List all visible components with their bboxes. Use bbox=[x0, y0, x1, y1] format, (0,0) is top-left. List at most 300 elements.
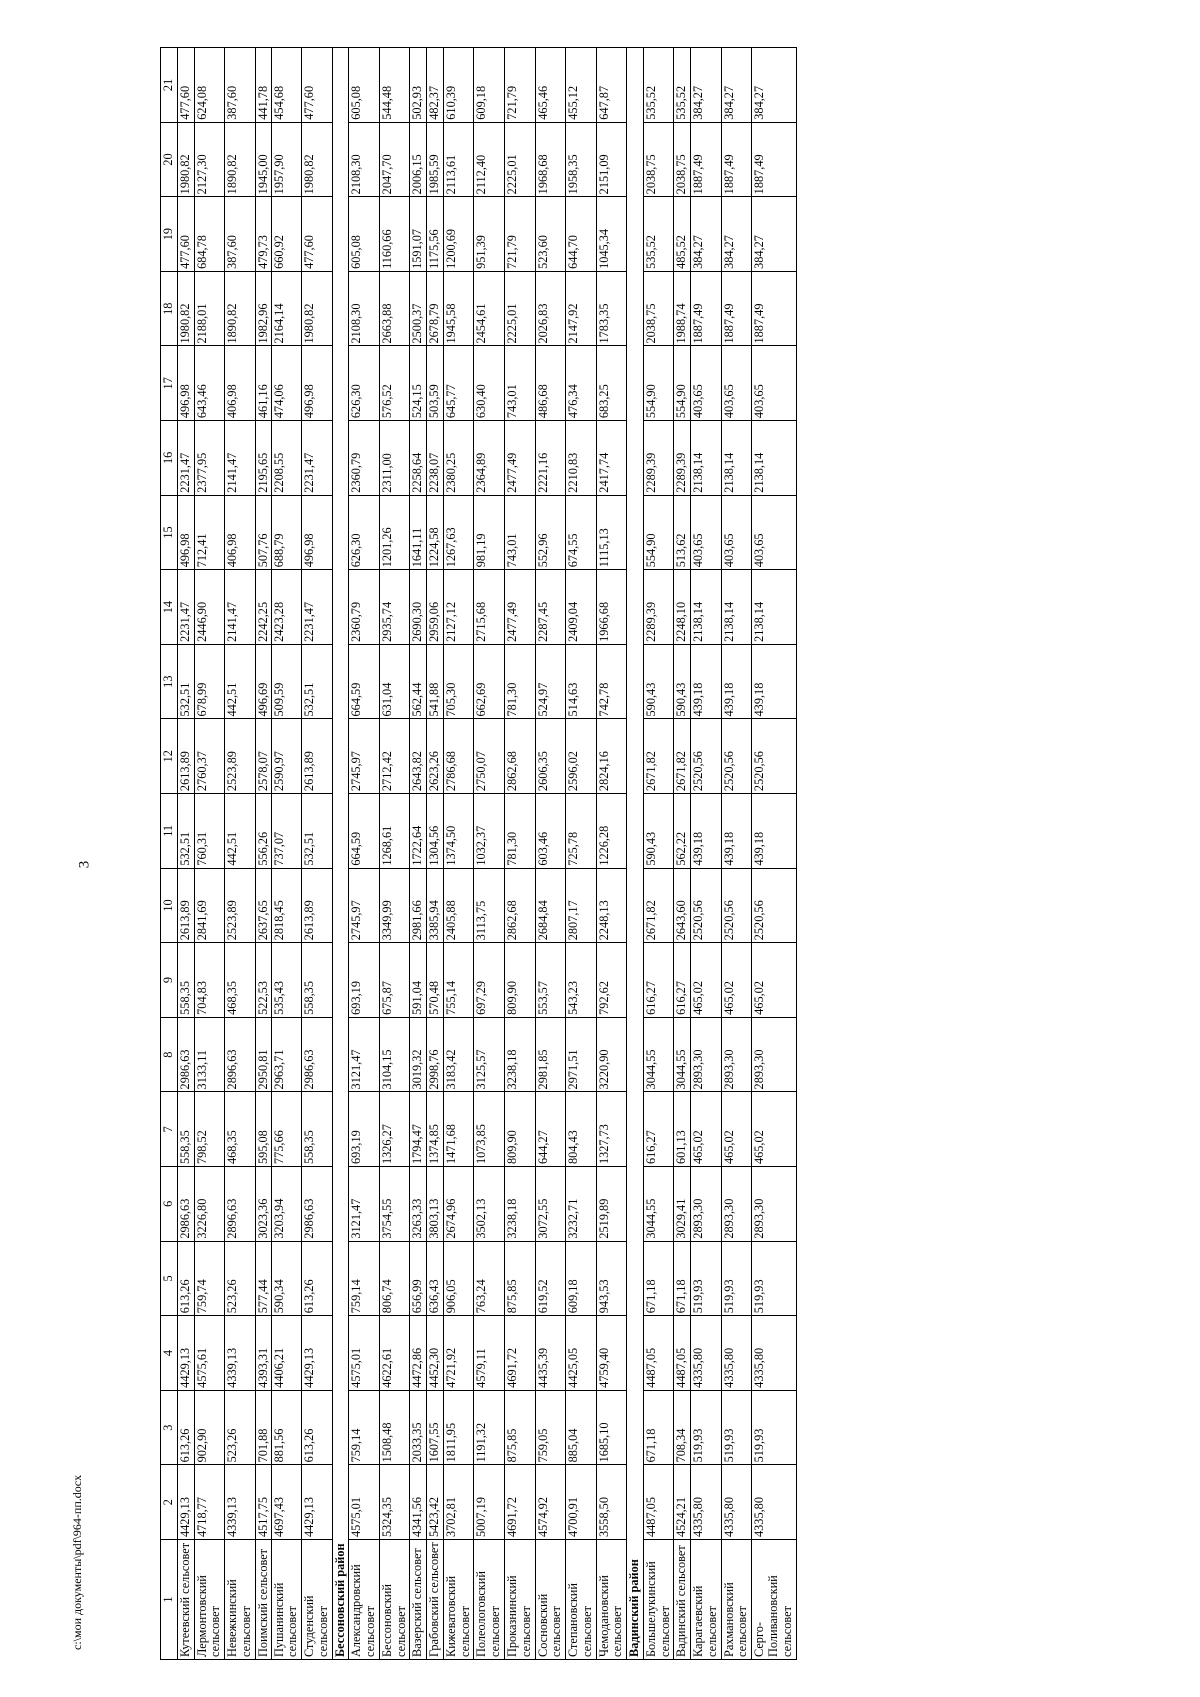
table-row bbox=[721, 48, 752, 1660]
table-cell: 384,27 bbox=[721, 197, 752, 272]
table-row bbox=[255, 48, 271, 1660]
table-cell: 2289,39 bbox=[643, 421, 674, 496]
table-cell: 2745,97 bbox=[349, 719, 380, 794]
table-cell: 2477,49 bbox=[504, 421, 535, 496]
table-cell: 1374,50 bbox=[443, 794, 474, 869]
table-cell: 2138,14 bbox=[691, 421, 722, 496]
table-cell: 688,79 bbox=[271, 495, 302, 570]
table-cell: 763,24 bbox=[474, 1241, 505, 1316]
table-row bbox=[535, 48, 566, 1660]
table-cell: 384,27 bbox=[752, 48, 796, 123]
table-cell: 647,87 bbox=[596, 48, 627, 123]
table-cell: 543,23 bbox=[566, 943, 597, 1018]
table-cell: 1958,35 bbox=[566, 122, 597, 197]
table-row bbox=[752, 48, 796, 1660]
table-cell: 2360,79 bbox=[349, 570, 380, 645]
table-cell: 2520,56 bbox=[752, 868, 796, 943]
table-cell: 558,35 bbox=[302, 943, 333, 1018]
row-name: Бессоновский сельсовет bbox=[379, 1540, 410, 1660]
table-cell: 3121,47 bbox=[349, 1017, 380, 1092]
rotated-table-container bbox=[160, 48, 1040, 1660]
table-cell: 792,62 bbox=[596, 943, 627, 1018]
table-cell: 2893,30 bbox=[721, 1167, 752, 1242]
table-cell: 4429,13 bbox=[177, 1316, 194, 1391]
table-row bbox=[302, 48, 333, 1660]
table-cell: 775,66 bbox=[271, 1092, 302, 1167]
table-cell: 626,30 bbox=[349, 495, 380, 570]
table-cell: 2127,12 bbox=[443, 570, 474, 645]
table-cell: 2242,25 bbox=[255, 570, 271, 645]
table-cell: 875,85 bbox=[504, 1241, 535, 1316]
table-cell: 5007,19 bbox=[474, 1465, 505, 1540]
table-cell: 524,97 bbox=[535, 644, 566, 719]
table-cell: 644,27 bbox=[535, 1092, 566, 1167]
table-cell: 2935,74 bbox=[379, 570, 410, 645]
table-cell: 1945,58 bbox=[443, 271, 474, 346]
table-cell: 2208,55 bbox=[271, 421, 302, 496]
table-cell: 4575,01 bbox=[349, 1316, 380, 1391]
table-cell: 2818,45 bbox=[271, 868, 302, 943]
table-cell: 2893,30 bbox=[752, 1017, 796, 1092]
table-cell: 2578,07 bbox=[255, 719, 271, 794]
table-cell: 2423,28 bbox=[271, 570, 302, 645]
table-cell: 674,55 bbox=[566, 495, 597, 570]
column-header: 1 bbox=[161, 1540, 178, 1660]
row-name: Поимский сельсовет bbox=[255, 1540, 271, 1660]
table-cell: 693,19 bbox=[349, 1092, 380, 1167]
table-cell: 2971,51 bbox=[566, 1017, 597, 1092]
table-cell: 1783,35 bbox=[596, 271, 627, 346]
table-cell: 1327,73 bbox=[596, 1092, 627, 1167]
table-cell: 2026,83 bbox=[535, 271, 566, 346]
section-title: Вадинский район bbox=[627, 1465, 644, 1660]
table-cell: 384,27 bbox=[721, 48, 752, 123]
table-cell: 1032,37 bbox=[474, 794, 505, 869]
table-cell: 523,26 bbox=[225, 1390, 256, 1465]
table-cell: 442,51 bbox=[225, 794, 256, 869]
table-cell: 605,08 bbox=[349, 48, 380, 123]
table-cell: 2311,00 bbox=[379, 421, 410, 496]
table-cell: 403,65 bbox=[721, 346, 752, 421]
table-cell: 759,05 bbox=[535, 1390, 566, 1465]
table-cell: 3044,55 bbox=[643, 1167, 674, 1242]
table-cell: 1811,95 bbox=[443, 1390, 474, 1465]
row-name: Невежкинский сельсовет bbox=[225, 1540, 256, 1660]
table-cell: 535,52 bbox=[643, 48, 674, 123]
table-cell: 2893,30 bbox=[691, 1017, 722, 1092]
table-cell: 496,98 bbox=[302, 346, 333, 421]
table-cell: 4487,05 bbox=[643, 1465, 674, 1540]
table-cell: 403,65 bbox=[721, 495, 752, 570]
column-header: 13 bbox=[161, 644, 178, 719]
column-header: 21 bbox=[161, 48, 178, 123]
section-row bbox=[332, 48, 349, 1660]
table-cell: 2221,16 bbox=[535, 421, 566, 496]
column-header: 10 bbox=[161, 868, 178, 943]
table-cell: 465,02 bbox=[691, 943, 722, 1018]
table-cell: 2959,06 bbox=[427, 570, 444, 645]
table-cell: 4622,61 bbox=[379, 1316, 410, 1391]
table-row bbox=[674, 48, 691, 1660]
table-cell: 519,93 bbox=[752, 1241, 796, 1316]
table-cell: 2112,40 bbox=[474, 122, 505, 197]
table-cell: 809,90 bbox=[504, 1092, 535, 1167]
table-cell: 442,51 bbox=[225, 644, 256, 719]
table-cell: 2248,10 bbox=[674, 570, 691, 645]
table-cell: 2405,88 bbox=[443, 868, 474, 943]
table-cell: 2127,30 bbox=[194, 122, 225, 197]
table-cell: 943,53 bbox=[596, 1241, 627, 1316]
table-cell: 630,40 bbox=[474, 346, 505, 421]
table-cell: 1160,66 bbox=[379, 197, 410, 272]
table-cell: 1045,34 bbox=[596, 197, 627, 272]
table-cell: 671,18 bbox=[674, 1241, 691, 1316]
table-cell: 2986,63 bbox=[177, 1167, 194, 1242]
table-cell: 3183,42 bbox=[443, 1017, 474, 1092]
table-cell: 4435,39 bbox=[535, 1316, 566, 1391]
table-cell: 2231,47 bbox=[302, 421, 333, 496]
table-cell: 519,93 bbox=[691, 1390, 722, 1465]
table-cell: 2138,14 bbox=[752, 570, 796, 645]
table-cell: 514,63 bbox=[566, 644, 597, 719]
table-cell: 2047,70 bbox=[379, 122, 410, 197]
table-cell: 2138,14 bbox=[721, 421, 752, 496]
table-cell: 522,53 bbox=[255, 943, 271, 1018]
table-cell: 2824,16 bbox=[596, 719, 627, 794]
table-cell: 645,77 bbox=[443, 346, 474, 421]
table-cell: 2750,07 bbox=[474, 719, 505, 794]
table-cell: 509,59 bbox=[271, 644, 302, 719]
table-cell: 507,76 bbox=[255, 495, 271, 570]
table-cell: 678,99 bbox=[194, 644, 225, 719]
row-name: Степановский сельсовет bbox=[566, 1540, 597, 1660]
table-cell: 2623,26 bbox=[427, 719, 444, 794]
table-cell: 2613,89 bbox=[302, 868, 333, 943]
table-cell: 759,74 bbox=[194, 1241, 225, 1316]
table-cell: 2862,68 bbox=[504, 868, 535, 943]
column-header: 15 bbox=[161, 495, 178, 570]
table-cell: 2038,75 bbox=[643, 122, 674, 197]
table-cell: 2745,97 bbox=[349, 868, 380, 943]
table-cell: 2477,49 bbox=[504, 570, 535, 645]
table-cell: 570,48 bbox=[427, 943, 444, 1018]
table-cell: 2520,56 bbox=[691, 868, 722, 943]
table-cell: 4691,72 bbox=[504, 1465, 535, 1540]
table-cell: 2188,01 bbox=[194, 271, 225, 346]
table-cell: 455,12 bbox=[566, 48, 597, 123]
table-cell: 2613,89 bbox=[177, 719, 194, 794]
table-cell: 721,79 bbox=[504, 48, 535, 123]
table-cell: 3019,32 bbox=[410, 1017, 427, 1092]
table-cell: 1304,56 bbox=[427, 794, 444, 869]
table-cell: 2613,89 bbox=[177, 868, 194, 943]
table-cell: 2248,13 bbox=[596, 868, 627, 943]
table-cell: 5324,35 bbox=[379, 1465, 410, 1540]
table-cell: 3803,13 bbox=[427, 1167, 444, 1242]
table-cell: 439,18 bbox=[752, 644, 796, 719]
table-cell: 885,04 bbox=[566, 1390, 597, 1465]
table-cell: 610,39 bbox=[443, 48, 474, 123]
table-cell: 1945,00 bbox=[255, 122, 271, 197]
table-cell: 4425,05 bbox=[566, 1316, 597, 1391]
table-row bbox=[194, 48, 225, 1660]
table-cell: 519,93 bbox=[721, 1241, 752, 1316]
table-cell: 590,43 bbox=[643, 794, 674, 869]
table-cell: 2210,83 bbox=[566, 421, 597, 496]
table-cell: 3104,15 bbox=[379, 1017, 410, 1092]
column-header: 17 bbox=[161, 346, 178, 421]
table-cell: 4759,40 bbox=[596, 1316, 627, 1391]
tariff-table bbox=[160, 47, 797, 1660]
table-cell: 479,73 bbox=[255, 197, 271, 272]
table-cell: 1591,07 bbox=[410, 197, 427, 272]
row-name: Полеологовский сельсовет bbox=[474, 1540, 505, 1660]
table-cell: 2231,47 bbox=[177, 570, 194, 645]
table-cell: 541,88 bbox=[427, 644, 444, 719]
table-cell: 626,30 bbox=[349, 346, 380, 421]
table-cell: 577,44 bbox=[255, 1241, 271, 1316]
table-cell: 3023,36 bbox=[255, 1167, 271, 1242]
table-cell: 3238,18 bbox=[504, 1017, 535, 1092]
table-cell: 482,37 bbox=[427, 48, 444, 123]
table-cell: 3113,75 bbox=[474, 868, 505, 943]
table-cell: 2519,89 bbox=[596, 1167, 627, 1242]
page-number: 3 bbox=[76, 860, 93, 869]
column-header: 19 bbox=[161, 197, 178, 272]
table-cell: 2678,79 bbox=[427, 271, 444, 346]
table-cell: 4718,77 bbox=[194, 1465, 225, 1540]
table-cell: 1641,11 bbox=[410, 495, 427, 570]
table-cell: 605,08 bbox=[349, 197, 380, 272]
table-row bbox=[410, 48, 427, 1660]
table-cell: 1471,68 bbox=[443, 1092, 474, 1167]
row-name: Сосновский сельсовет bbox=[535, 1540, 566, 1660]
table-cell: 721,79 bbox=[504, 197, 535, 272]
table-cell: 643,46 bbox=[194, 346, 225, 421]
table-cell: 1267,63 bbox=[443, 495, 474, 570]
table-cell: 1374,85 bbox=[427, 1092, 444, 1167]
table-cell: 2520,56 bbox=[691, 719, 722, 794]
table-cell: 2141,47 bbox=[225, 421, 256, 496]
table-cell: 503,59 bbox=[427, 346, 444, 421]
table-cell: 384,27 bbox=[691, 48, 722, 123]
table-cell: 2671,82 bbox=[643, 719, 674, 794]
table-cell: 1508,48 bbox=[379, 1390, 410, 1465]
table-cell: 502,93 bbox=[410, 48, 427, 123]
table-cell: 4452,30 bbox=[427, 1316, 444, 1391]
table-cell: 1200,69 bbox=[443, 197, 474, 272]
table-cell: 609,18 bbox=[566, 1241, 597, 1316]
table-cell: 461,16 bbox=[255, 346, 271, 421]
table-cell: 496,69 bbox=[255, 644, 271, 719]
table-cell: 809,90 bbox=[504, 943, 535, 1018]
column-header: 18 bbox=[161, 271, 178, 346]
table-cell: 2108,30 bbox=[349, 122, 380, 197]
table-cell: 591,04 bbox=[410, 943, 427, 1018]
table-cell: 2113,61 bbox=[443, 122, 474, 197]
table-row bbox=[349, 48, 380, 1660]
table-cell: 2289,39 bbox=[643, 570, 674, 645]
table-cell: 2238,07 bbox=[427, 421, 444, 496]
table-cell: 951,39 bbox=[474, 197, 505, 272]
table-cell: 1982,96 bbox=[255, 271, 271, 346]
footer-file-path: c:\мои документы\pdf\964-пп.docx bbox=[70, 1474, 84, 1650]
table-cell: 2038,75 bbox=[643, 271, 674, 346]
table-cell: 387,60 bbox=[225, 48, 256, 123]
table-row bbox=[379, 48, 410, 1660]
table-cell: 2231,47 bbox=[177, 421, 194, 496]
table-cell: 2807,17 bbox=[566, 868, 597, 943]
table-cell: 532,51 bbox=[177, 794, 194, 869]
table-cell: 1887,49 bbox=[691, 122, 722, 197]
table-cell: 2520,56 bbox=[721, 719, 752, 794]
table-cell: 2289,39 bbox=[674, 421, 691, 496]
table-cell: 576,52 bbox=[379, 346, 410, 421]
table-cell: 477,60 bbox=[302, 197, 333, 272]
table-cell: 2896,63 bbox=[225, 1167, 256, 1242]
table-cell: 4335,80 bbox=[691, 1465, 722, 1540]
table-row bbox=[427, 48, 444, 1660]
table-cell: 477,60 bbox=[177, 48, 194, 123]
table-cell: 806,74 bbox=[379, 1241, 410, 1316]
table-cell: 524,15 bbox=[410, 346, 427, 421]
table-cell: 544,48 bbox=[379, 48, 410, 123]
table-cell: 712,41 bbox=[194, 495, 225, 570]
table-cell: 556,26 bbox=[255, 794, 271, 869]
table-cell: 1794,47 bbox=[410, 1092, 427, 1167]
table-cell: 4429,13 bbox=[302, 1316, 333, 1391]
table-cell: 759,14 bbox=[349, 1390, 380, 1465]
table-cell: 3044,55 bbox=[643, 1017, 674, 1092]
table-cell: 532,51 bbox=[302, 644, 333, 719]
table-cell: 613,26 bbox=[302, 1390, 333, 1465]
table-cell: 4517,75 bbox=[255, 1465, 271, 1540]
table-cell: 3502,13 bbox=[474, 1167, 505, 1242]
table-cell: 609,18 bbox=[474, 48, 505, 123]
table-header-row bbox=[161, 48, 178, 1660]
table-cell: 1722,64 bbox=[410, 794, 427, 869]
table-cell: 704,83 bbox=[194, 943, 225, 1018]
table-cell: 2893,30 bbox=[691, 1167, 722, 1242]
section-row bbox=[627, 48, 644, 1660]
table-cell: 2287,45 bbox=[535, 570, 566, 645]
table-cell: 2258,64 bbox=[410, 421, 427, 496]
table-cell: 760,31 bbox=[194, 794, 225, 869]
table-row bbox=[177, 48, 194, 1660]
table-cell: 552,96 bbox=[535, 495, 566, 570]
table-cell: 2893,30 bbox=[752, 1167, 796, 1242]
table-row bbox=[566, 48, 597, 1660]
table-cell: 3558,50 bbox=[596, 1465, 627, 1540]
column-header: 2 bbox=[161, 1465, 178, 1540]
table-cell: 439,18 bbox=[691, 644, 722, 719]
table-cell: 4575,01 bbox=[349, 1465, 380, 1540]
table-cell: 742,78 bbox=[596, 644, 627, 719]
table-cell: 2454,61 bbox=[474, 271, 505, 346]
table-cell: 406,98 bbox=[225, 495, 256, 570]
table-cell: 496,98 bbox=[177, 495, 194, 570]
table-cell: 4406,21 bbox=[271, 1316, 302, 1391]
table-cell: 2841,69 bbox=[194, 868, 225, 943]
table-cell: 465,02 bbox=[721, 943, 752, 1018]
section-row-filler bbox=[627, 48, 644, 1465]
table-cell: 2613,89 bbox=[302, 719, 333, 794]
table-cell: 1073,85 bbox=[474, 1092, 505, 1167]
table-cell: 603,46 bbox=[535, 794, 566, 869]
table-cell: 496,98 bbox=[302, 495, 333, 570]
table-cell: 532,51 bbox=[177, 644, 194, 719]
row-name: Карагаевский сельсовет bbox=[691, 1540, 722, 1660]
column-header: 4 bbox=[161, 1316, 178, 1391]
table-cell: 1607,55 bbox=[427, 1390, 444, 1465]
table-cell: 2038,75 bbox=[674, 122, 691, 197]
table-cell: 2690,30 bbox=[410, 570, 427, 645]
table-cell: 590,34 bbox=[271, 1241, 302, 1316]
table-cell: 519,93 bbox=[691, 1241, 722, 1316]
table-cell: 2225,01 bbox=[504, 271, 535, 346]
table-cell: 2760,37 bbox=[194, 719, 225, 794]
table-cell: 406,98 bbox=[225, 346, 256, 421]
table-cell: 554,90 bbox=[674, 346, 691, 421]
table-cell: 439,18 bbox=[721, 644, 752, 719]
table-cell: 3232,71 bbox=[566, 1167, 597, 1242]
table-cell: 519,93 bbox=[752, 1390, 796, 1465]
table-cell: 562,44 bbox=[410, 644, 427, 719]
table-cell: 590,43 bbox=[643, 644, 674, 719]
table-cell: 1988,74 bbox=[674, 271, 691, 346]
table-cell: 2981,85 bbox=[535, 1017, 566, 1092]
table-cell: 3044,55 bbox=[674, 1017, 691, 1092]
section-title: Бессоновский район bbox=[332, 1465, 349, 1660]
table-cell: 2893,30 bbox=[721, 1017, 752, 1092]
table-cell: 532,51 bbox=[302, 794, 333, 869]
table-cell: 387,60 bbox=[225, 197, 256, 272]
table-cell: 5423,42 bbox=[427, 1465, 444, 1540]
table-cell: 601,13 bbox=[674, 1092, 691, 1167]
table-cell: 4339,13 bbox=[225, 1316, 256, 1391]
table-cell: 4335,80 bbox=[721, 1465, 752, 1540]
table-cell: 477,60 bbox=[302, 48, 333, 123]
table-cell: 1224,58 bbox=[427, 495, 444, 570]
table-cell: 3072,55 bbox=[535, 1167, 566, 1242]
table-cell: 737,07 bbox=[271, 794, 302, 869]
table-cell: 474,06 bbox=[271, 346, 302, 421]
table-cell: 616,27 bbox=[643, 943, 674, 1018]
table-cell: 403,65 bbox=[691, 346, 722, 421]
column-header: 12 bbox=[161, 719, 178, 794]
table-cell: 2108,30 bbox=[349, 271, 380, 346]
table-cell: 1326,27 bbox=[379, 1092, 410, 1167]
table-cell: 798,52 bbox=[194, 1092, 225, 1167]
table-cell: 465,02 bbox=[691, 1092, 722, 1167]
table-cell: 2006,15 bbox=[410, 122, 427, 197]
table-cell: 4472,86 bbox=[410, 1316, 427, 1391]
table-cell: 2715,68 bbox=[474, 570, 505, 645]
table-cell: 496,98 bbox=[177, 346, 194, 421]
table-row bbox=[271, 48, 302, 1660]
table-cell: 2360,79 bbox=[349, 421, 380, 496]
table-cell: 3121,47 bbox=[349, 1167, 380, 1242]
table-cell: 486,68 bbox=[535, 346, 566, 421]
table-cell: 2523,89 bbox=[225, 868, 256, 943]
table-cell: 465,02 bbox=[721, 1092, 752, 1167]
table-cell: 4429,13 bbox=[302, 1465, 333, 1540]
table-cell: 1201,26 bbox=[379, 495, 410, 570]
table-cell: 2950,81 bbox=[255, 1017, 271, 1092]
table-cell: 3203,94 bbox=[271, 1167, 302, 1242]
table-cell: 4487,05 bbox=[674, 1316, 691, 1391]
table-cell: 1966,68 bbox=[596, 570, 627, 645]
